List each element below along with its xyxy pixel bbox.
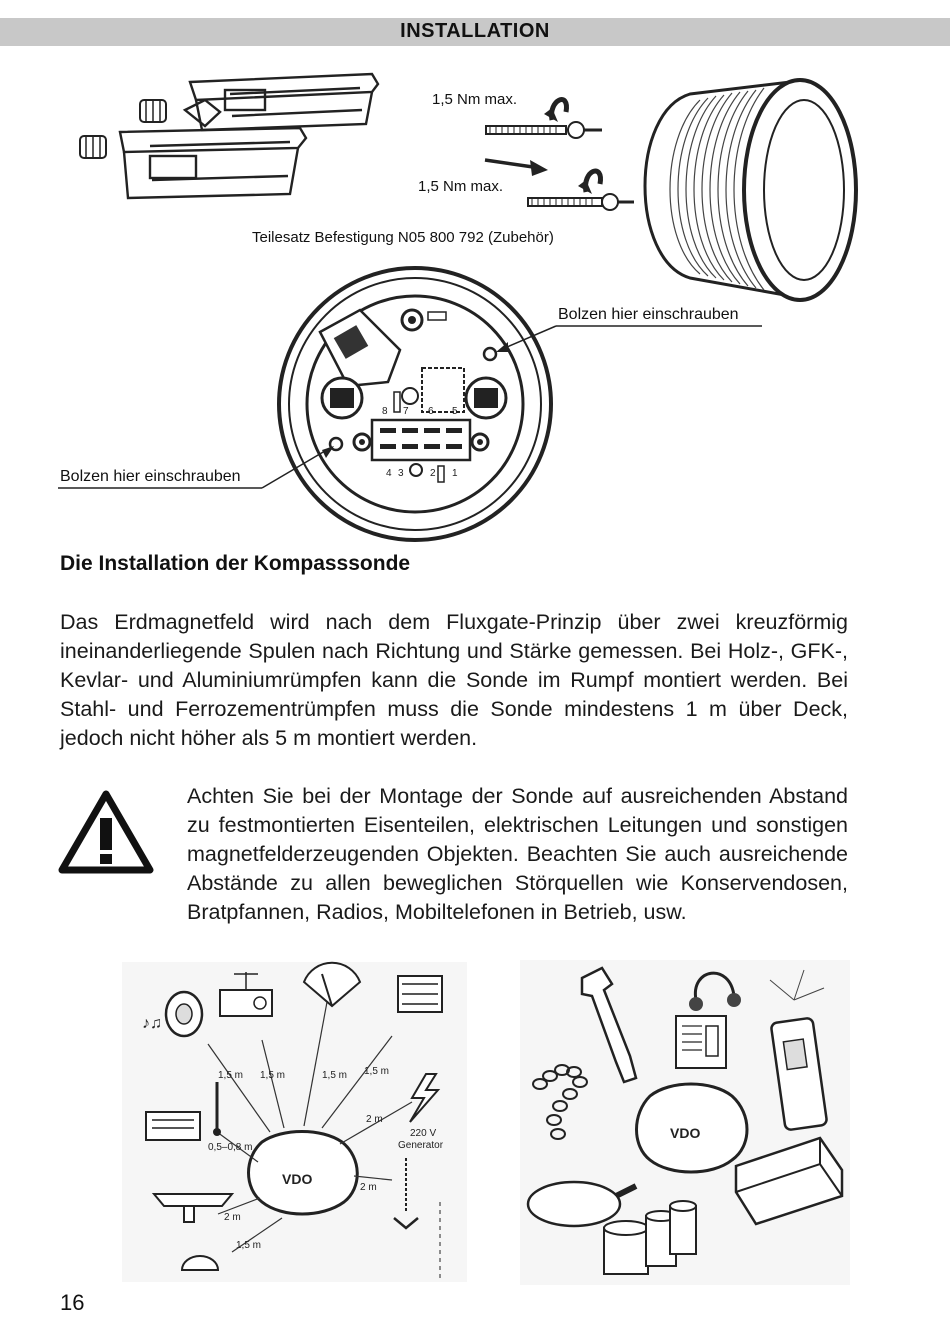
sensor-brand-left: VDO [282, 1171, 313, 1187]
dist-label-2: 1,5 m [260, 1070, 286, 1081]
pin-7: 7 [403, 406, 409, 417]
pin-8: 8 [382, 406, 388, 417]
distance-diagram-illustration [122, 962, 467, 1282]
parts-kit-caption: Teilesatz Befestigung N05 800 792 (Zubehör) [252, 229, 554, 246]
page-number: 16 [60, 1290, 85, 1315]
interference-objects-illustration [520, 960, 850, 1285]
pin-2: 2 [430, 468, 436, 479]
sensor-brand-right: VDO [670, 1125, 701, 1141]
page-header-title: INSTALLATION [400, 20, 550, 42]
pin-6: 6 [428, 406, 434, 417]
gauge-back-view-illustration [0, 270, 950, 540]
dist-label-9: 1,5 m [236, 1240, 262, 1251]
warning-text: Achten Sie bei der Montage der Sonde auf ausreichenden Abstand zu festmontierten Eisenteilen, elektrischen Leitungen und sonstigen magnetfelderzeugenden Objekten. Beachten Sie auch ausreichende Abstände zu allen beweglichen Störquellen wie Konservendosen, Bratpfannen, Radios, Mobiltelefonen in Betrieb, usw. [187, 784, 848, 924]
pin-1: 1 [452, 468, 458, 479]
pin-4: 4 [386, 468, 392, 479]
dist-label-5: 2 m [366, 1114, 383, 1125]
generator-label: Generator [398, 1140, 444, 1151]
dist-label-4: 1,5 m [364, 1066, 390, 1077]
torque-label-bottom: 1,5 Nm max. [418, 178, 504, 195]
section-title: Die Installation der Kompasssonde [60, 552, 411, 575]
section-paragraph: Das Erdmagnetfeld wird nach dem Fluxgate-Prinzip über zwei kreuzförmig ineinanderliegende Spulen nach Richtung und Stärke gemessen. Bei Holz-, GFK-, Kevlar- und Aluminiumrümpfen kann die Sonde im Rumpf montiert werden. Bei Stahl- und Ferrozementrümpfen muss die Sonde mindestens 1 m über Deck, jedoch nicht höher als 5 m montiert werden. [60, 610, 848, 750]
torque-label-top: 1,5 Nm max. [432, 91, 518, 108]
generator-voltage: 220 V [410, 1128, 437, 1139]
pin-5: 5 [452, 406, 458, 417]
pin-3: 3 [398, 468, 404, 479]
dist-label-1: 1,5 m [218, 1070, 244, 1081]
dist-label-8: 2 m [224, 1212, 241, 1223]
warning-triangle-icon [58, 788, 158, 878]
svg-text:♪♫: ♪♫ [142, 1015, 162, 1032]
bolt-label-right: Bolzen hier einschrauben [558, 306, 739, 323]
dist-label-3: 1,5 m [322, 1070, 348, 1081]
dist-label-6: 0,5–0,8 m [208, 1142, 253, 1153]
dist-label-7: 2 m [360, 1182, 377, 1193]
bolt-label-left: Bolzen hier einschrauben [60, 468, 241, 485]
